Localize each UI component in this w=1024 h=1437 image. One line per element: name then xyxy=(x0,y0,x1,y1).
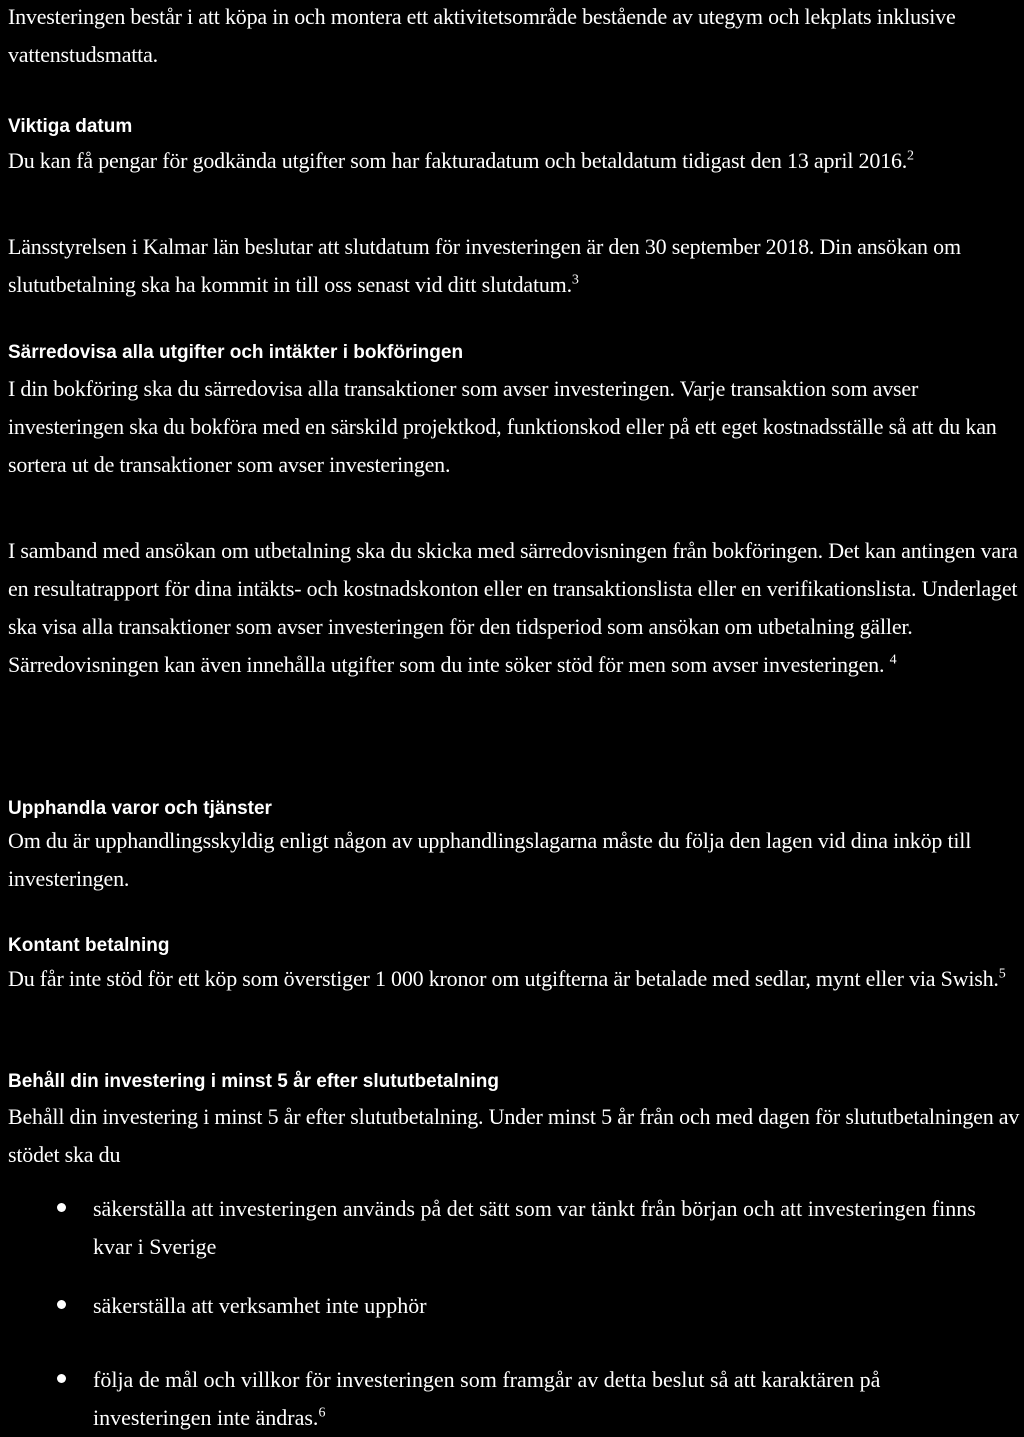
footnote-ref: 4 xyxy=(889,652,897,668)
intro-paragraph xyxy=(8,0,1020,74)
sarredovisa-paragraph-1: I din bokföring ska du särredovisa alla transaktioner som avser investeringen. Varje transaktion som avser investeringen ska du bokföra med en särskild projektkod, funktionskod eller på ett eget kostnadsställe så att du kan sortera ut de transaktioner som avser investeringen. xyxy=(8,376,997,477)
bullet-dot-icon xyxy=(57,1374,66,1383)
list-item: följa de mål och villkor för investeringen som framgår av detta beslut så att karaktären på investeringen inte ändras.$^6$ xyxy=(0,1361,993,1437)
viktiga-datum-paragraph-2: Länsstyrelsen i Kalmar län beslutar att slutdatum för investeringen är den 30 september 2018. Din ansökan om slututbetalning ska ha kommit in till oss senast vid ditt slutdatum.$^3$ xyxy=(8,234,961,297)
heading-behall: Behåll din investering i minst 5 år efter slututbetalning xyxy=(8,1071,499,1092)
intro-text: Investeringen består i att köpa in och montera ett aktivitetsområde bestående av utegym och lekplats inklusive vattenstudsmatta. xyxy=(8,4,956,67)
viktiga-datum-paragraph-1: Du kan få pengar för godkända utgifter som har fakturadatum och betaldatum tidigast den 13 april 2016.$^2$ xyxy=(8,148,914,173)
heading-viktiga-datum: Viktiga datum xyxy=(8,116,133,137)
heading-upphandla: Upphandla varor och tjänster xyxy=(8,798,272,819)
heading-sarredovisa: Särredovisa alla utgifter och intäkter i bokföringen xyxy=(8,342,464,363)
bullet-dot-icon xyxy=(57,1203,66,1212)
kontant-paragraph: Du får inte stöd för ett köp som överstiger 1 000 kronor om utgifterna är betalade med sedlar, mynt eller via Swish.$^5$ xyxy=(8,966,1006,991)
footnote-ref: 3 xyxy=(571,272,579,288)
footnote-ref: 2 xyxy=(907,148,914,164)
list-item: säkerställa att investeringen används på det sätt som var tänkt från början och att investeringen finns kvar i Sverige xyxy=(0,1190,993,1266)
heading-kontant: Kontant betalning xyxy=(8,935,170,956)
bullet-list xyxy=(0,1190,1024,1437)
upphandla-paragraph: Om du är upphandlingsskyldig enligt någon av upphandlingslagarna måste du följa den lagen vid dina inköp till investeringen. xyxy=(8,828,972,891)
footnote-ref: 5 xyxy=(998,966,1006,982)
list-item: säkerställa att verksamhet inte upphör xyxy=(0,1287,993,1325)
sarredovisa-paragraph-2: I samband med ansökan om utbetalning ska du skicka med särredovisningen från bokföringen. Det kan antingen vara en resultatrapport för dina intäkts- och kostnadskonton eller en transaktionslista eller en verifikationslista. Underlaget ska visa alla transaktioner som avser investeringen för den tidsperiod som ansökan om utbetalning gäller. Särredovisningen kan även innehålla utgifter som du inte söker stöd för men som avser investeringen. $^4$ xyxy=(8,538,1018,677)
behall-paragraph: Behåll din investering i minst 5 år efter slututbetalning. Under minst 5 år från och med dagen för slututbetalningen av stödet ska du xyxy=(8,1104,1020,1167)
footnote-ref: 6 xyxy=(318,1405,326,1421)
bullet-dot-icon xyxy=(57,1300,66,1309)
